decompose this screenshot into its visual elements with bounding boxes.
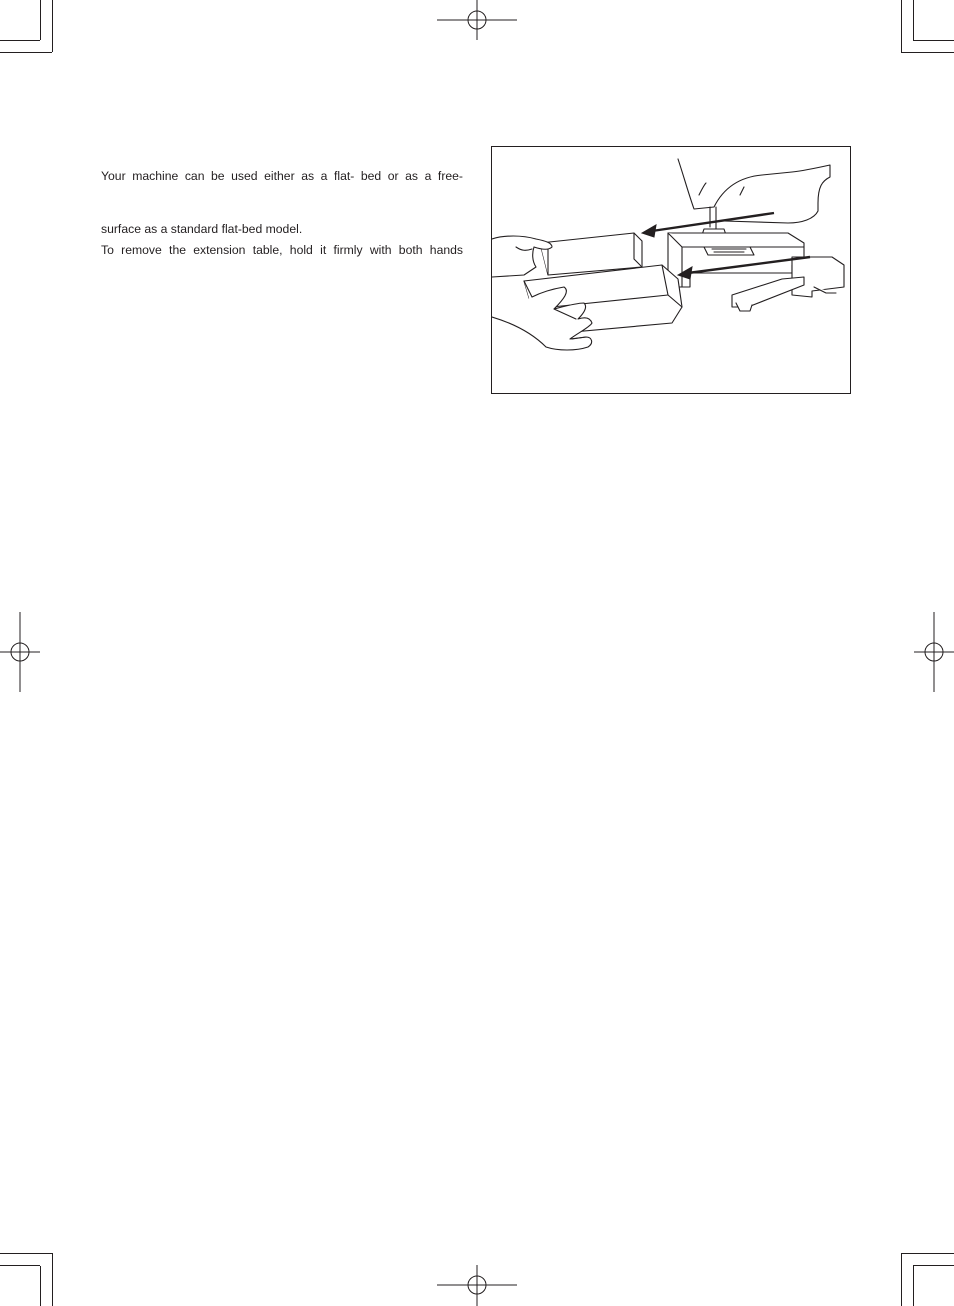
extension-table-removal-icon bbox=[492, 147, 850, 393]
registration-target-left bbox=[0, 612, 40, 692]
body-text-line-1: Your machine can be used either as a flat- bed or as a free- bbox=[101, 169, 463, 183]
crop-mark-bottom-right bbox=[901, 1253, 954, 1306]
crop-mark-top-right bbox=[901, 0, 954, 53]
crop-mark-top-left bbox=[0, 0, 53, 53]
registration-target-right bbox=[914, 612, 954, 692]
body-text-line-2: surface as a standard flat-bed model. bbox=[101, 222, 303, 236]
registration-target-top bbox=[437, 0, 517, 40]
extension-table-figure bbox=[491, 146, 851, 394]
registration-target-bottom bbox=[437, 1265, 517, 1306]
crop-mark-bottom-left bbox=[0, 1253, 53, 1306]
body-text-line-3: To remove the extension table, hold it firmly with both hands bbox=[101, 243, 463, 257]
